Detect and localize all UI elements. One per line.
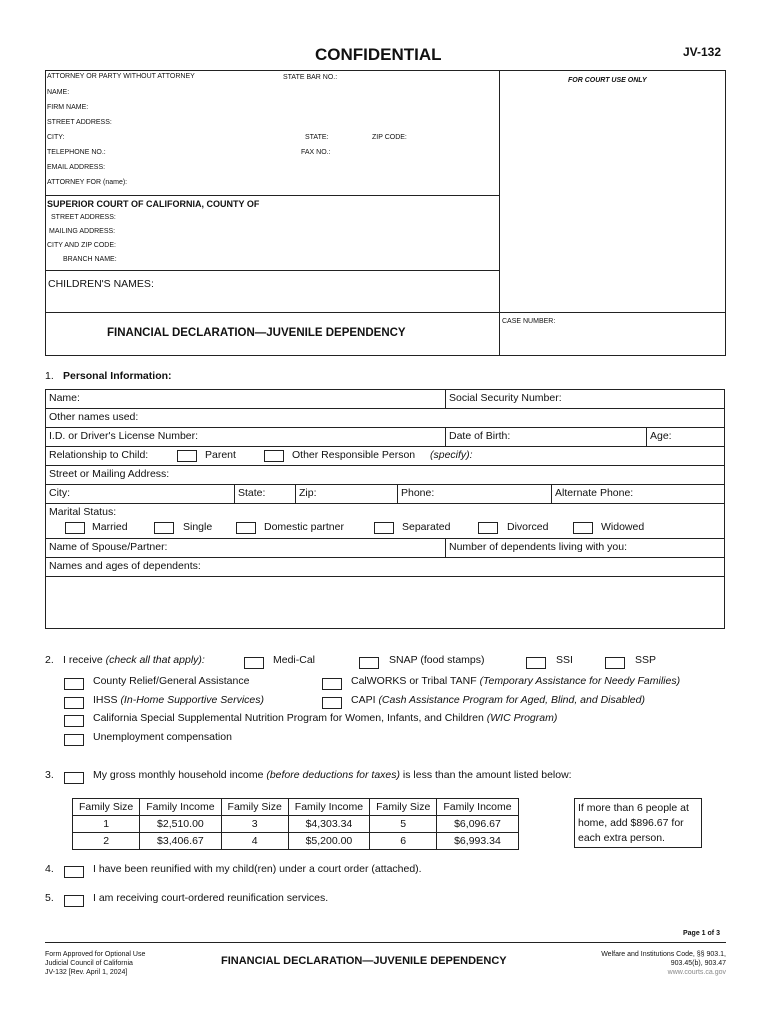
relationship-label: Relationship to Child: [49,449,149,461]
section-2-number: 2. [45,654,54,666]
calworks-label: CalWORKS or Tribal TANF (Temporary Assistance for Needy Families) [351,675,681,687]
income-table [72,798,519,850]
income-checkbox[interactable] [64,769,84,787]
fax-field-label[interactable]: FAX NO.: [301,149,331,156]
cell: $3,406.67 [140,833,221,850]
reunification-services-label: I am receiving court-ordered reunification services. [93,892,329,904]
county-relief-label: County Relief/General Assistance [93,675,250,687]
ihss-label: IHSS (In-Home Supportive Services) [93,694,264,706]
capi-label: CAPI (Cash Assistance Program for Aged, Blind, and Disabled) [351,694,645,706]
state-bar-label: STATE BAR NO.: [283,74,338,81]
unemployment-checkbox[interactable] [64,731,84,749]
street-row [45,466,725,485]
name-field-label[interactable]: NAME: [47,89,70,96]
footer-left [45,950,145,977]
note-line-3: each extra person. [578,832,665,844]
cell: 3 [221,816,288,833]
footer-left-line-1: Form Approved for Optional Use [45,951,146,958]
cell: $5,200.00 [288,833,369,850]
marital-row [45,504,725,539]
footer-right-line-2: 903.45(b), 903.47 [670,960,726,967]
footer-left-line-3: JV-132 [Rev. April 1, 2024] [45,969,128,976]
court-mailing-label[interactable]: MAILING ADDRESS: [49,228,116,235]
divider-3 [45,312,726,313]
wic-checkbox[interactable] [64,712,84,730]
dependents-names-area[interactable] [45,577,725,629]
section-1-number: 1. [45,370,54,382]
extra-person-note [574,798,702,848]
ssi-checkbox[interactable] [526,654,546,672]
firm-name-field-label[interactable]: FIRM NAME: [47,104,89,111]
header-family-size-2: Family Size [221,799,288,816]
section-1-title: Personal Information: [63,370,172,382]
footer-right [560,950,726,977]
form-number: JV-132 [683,45,722,59]
attorney-for-field-label[interactable]: ATTORNEY FOR (name): [47,179,128,186]
name-label[interactable]: Name: [49,392,80,404]
phone-label[interactable]: Phone: [397,485,437,503]
divorced-checkbox[interactable] [478,522,498,534]
ssp-checkbox[interactable] [605,654,625,672]
note-line-2: home, add $896.67 for [578,817,684,829]
cell: 5 [370,816,437,833]
state-field-label[interactable]: STATE: [305,134,329,141]
header-family-income-2: Family Income [288,799,369,816]
section-5-number: 5. [45,892,54,904]
separated-label: Separated [402,521,451,533]
divider-1 [45,195,500,196]
relationship-row [45,447,725,466]
ssp-label: SSP [635,654,657,666]
alt-phone-label[interactable]: Alternate Phone: [551,485,636,503]
table-row [73,816,519,833]
snap-checkbox[interactable] [359,654,379,672]
domestic-partner-label: Domestic partner [264,521,344,533]
divider-2 [45,270,500,271]
city-label[interactable]: City: [49,487,70,499]
court-use-label: FOR COURT USE ONLY [568,77,647,84]
city-row [45,485,725,504]
header-family-size-3: Family Size [370,799,437,816]
street-label[interactable]: Street or Mailing Address: [49,468,170,480]
cell: 1 [73,816,140,833]
childrens-names-label[interactable]: CHILDREN'S NAMES: [48,278,154,290]
footer-right-line-1: Welfare and Institutions Code, §§ 903.1, [601,951,726,958]
telephone-field-label[interactable]: TELEPHONE NO.: [47,149,106,156]
dependents-names-row [45,558,725,577]
snap-label: SNAP (food stamps) [389,654,485,666]
parent-checkbox[interactable] [177,450,197,462]
license-label[interactable]: I.D. or Driver's License Number: [49,430,199,442]
header-family-income-1: Family Income [140,799,221,816]
dependents-number-label[interactable]: Number of dependents living with you: [445,539,630,557]
medical-checkbox[interactable] [244,654,264,672]
license-row [45,428,725,447]
state-label[interactable]: State: [234,485,268,503]
reunification-services-checkbox[interactable] [64,892,84,910]
table-row [73,833,519,850]
specify-label: (specify): [430,449,473,461]
court-branch-label[interactable]: BRANCH NAME: [63,256,117,263]
court-street-label[interactable]: STREET ADDRESS: [51,214,116,221]
page-number: Page 1 of 3 [683,930,720,937]
medical-label: Medi-Cal [273,654,316,666]
ssi-label: SSI [556,654,573,666]
cell: $6,993.34 [437,833,518,850]
single-label: Single [183,521,213,533]
header-family-size-1: Family Size [73,799,140,816]
dependents-names-label[interactable]: Names and ages of dependents: [49,560,201,572]
capi-checkbox[interactable] [322,694,342,712]
reunified-label: I have been reunified with my child(ren) under a court order (attached). [93,863,422,875]
other-responsible-label: Other Responsible Person [292,449,416,461]
widowed-label: Widowed [601,521,645,533]
court-heading: SUPERIOR COURT OF CALIFORNIA, COUNTY OF [47,199,260,209]
cell: $2,510.00 [140,816,221,833]
parent-label: Parent [205,449,236,461]
ssn-label[interactable]: Social Security Number: [445,390,565,408]
form-title: FINANCIAL DECLARATION—JUVENILE DEPENDENCY [107,327,406,339]
footer-divider [45,942,726,943]
street-address-field-label[interactable]: STREET ADDRESS: [47,119,112,126]
email-field-label[interactable]: EMAIL ADDRESS: [47,164,106,171]
city-field-label[interactable]: CITY: [47,134,65,141]
receive-intro: I receive (check all that apply): [63,654,205,666]
footer-title: FINANCIAL DECLARATION—JUVENILE DEPENDENCY [221,955,507,967]
zip-label[interactable]: Zip: [295,485,320,503]
spouse-row [45,539,725,558]
calworks-checkbox[interactable] [322,675,342,693]
dob-label[interactable]: Date of Birth: [445,428,513,446]
county-relief-checkbox[interactable] [64,675,84,693]
footer-website-link[interactable]: www.courts.ca.gov [667,969,726,976]
cell: 4 [221,833,288,850]
case-number-label[interactable]: CASE NUMBER: [502,318,556,325]
domestic-partner-checkbox[interactable] [236,522,256,534]
married-label: Married [92,521,128,533]
married-checkbox[interactable] [65,522,85,534]
confidential-heading: CONFIDENTIAL [315,45,442,64]
cell: 6 [370,833,437,850]
cell: 2 [73,833,140,850]
income-statement: My gross monthly household income (before deductions for taxes) is less than the amount listed below: [93,769,572,781]
header-family-income-3: Family Income [437,799,518,816]
ihss-checkbox[interactable] [64,694,84,712]
attorney-heading: ATTORNEY OR PARTY WITHOUT ATTORNEY [47,73,195,80]
zip-field-label[interactable]: ZIP CODE: [372,134,407,141]
court-use-divider [499,70,500,356]
note-line-1: If more than 6 people at [578,802,689,814]
wic-label: California Special Supplemental Nutrition Program for Women, Infants, and Children (WIC Program) [93,712,558,724]
other-names-row [45,409,725,428]
marital-label: Marital Status: [49,506,117,518]
age-label[interactable]: Age: [646,428,675,446]
footer-left-line-2: Judicial Council of California [45,960,133,967]
unemployment-label: Unemployment compensation [93,731,232,743]
reunified-checkbox[interactable] [64,863,84,881]
caption-box [45,70,726,356]
divorced-label: Divorced [507,521,549,533]
court-city-zip-label[interactable]: CITY AND ZIP CODE: [47,242,116,249]
single-checkbox[interactable] [154,522,174,534]
separated-checkbox[interactable] [374,522,394,534]
spouse-label[interactable]: Name of Spouse/Partner: [49,541,168,553]
other-names-label[interactable]: Other names used: [49,411,139,423]
section-4-number: 4. [45,863,54,875]
cell: $4,303.34 [288,816,369,833]
other-responsible-checkbox[interactable] [264,450,284,462]
cell: $6,096.67 [437,816,518,833]
section-3-number: 3. [45,769,54,781]
widowed-checkbox[interactable] [573,522,593,534]
name-row [45,389,725,409]
